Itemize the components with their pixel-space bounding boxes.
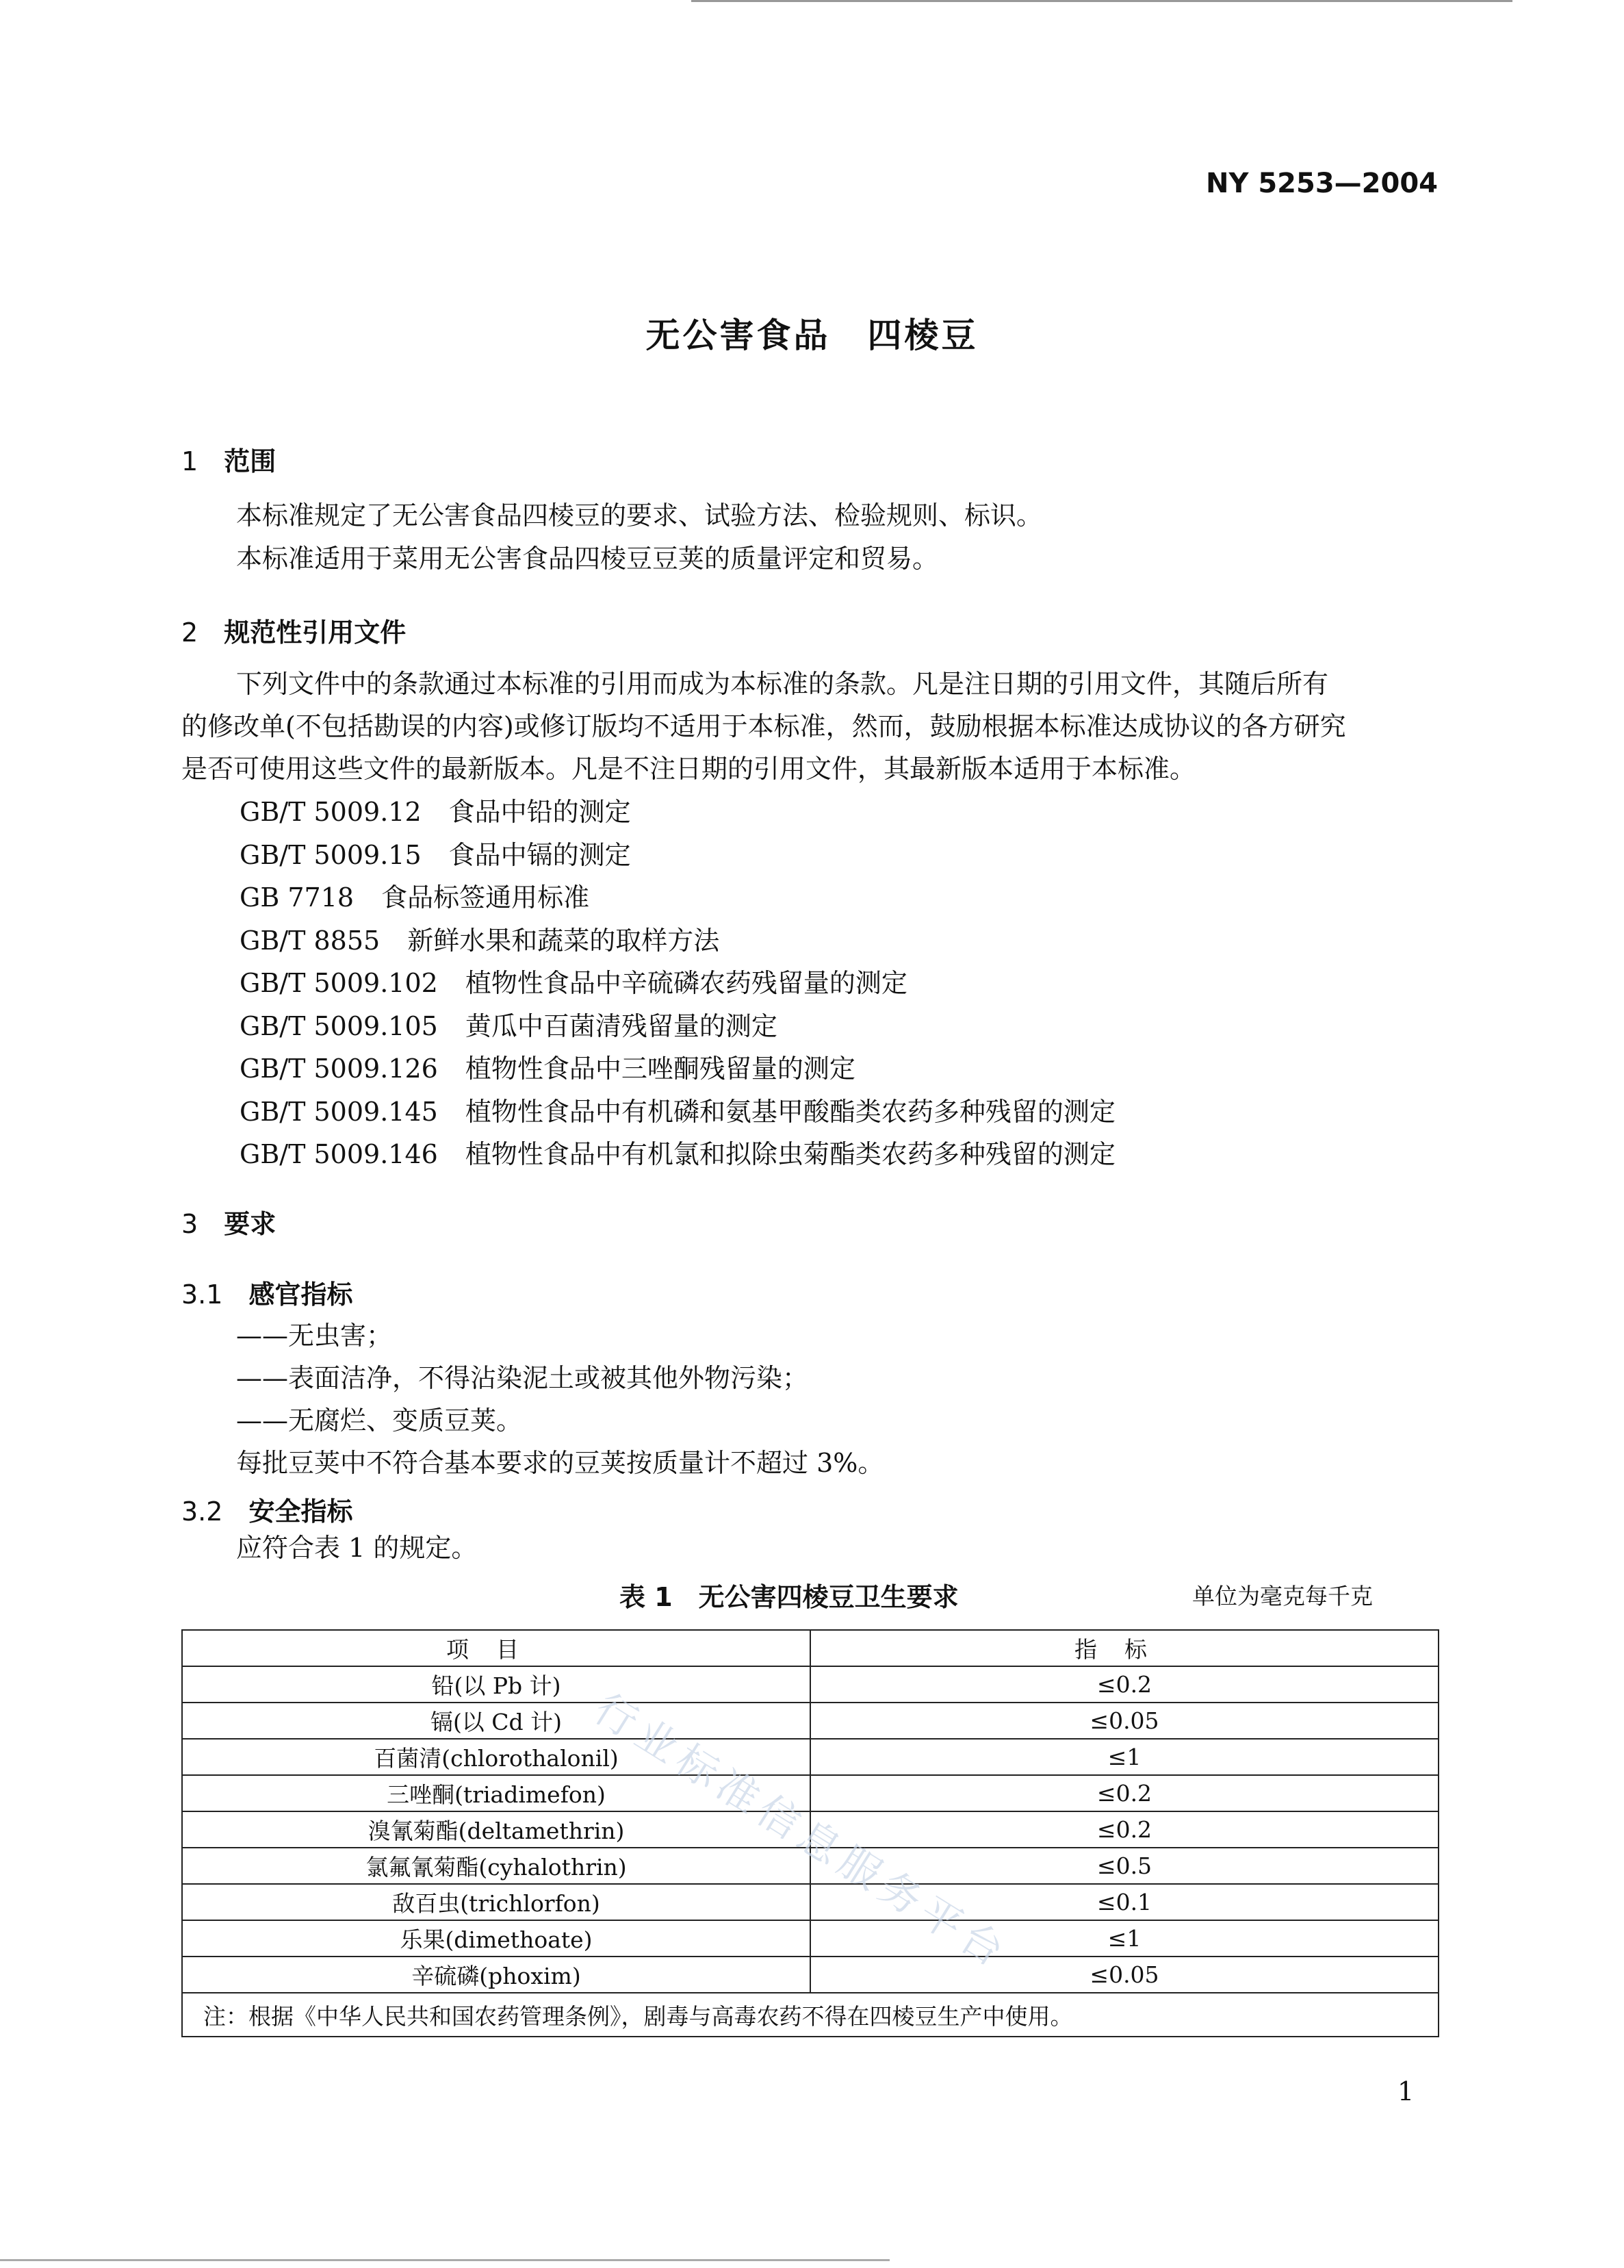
row-value: ≤1 bbox=[810, 1739, 1439, 1775]
section-2-line-1: 下列文件中的条款通过本标准的引用而成为本标准的条款。凡是注日期的引用文件，其随后所有 bbox=[236, 669, 1329, 699]
table-1-unit: 单位为毫克每千克 bbox=[1192, 1583, 1373, 1609]
row-value: ≤0.2 bbox=[810, 1811, 1439, 1848]
row-item: 镉(以 Cd 计) bbox=[182, 1703, 810, 1739]
row-value: ≤0.05 bbox=[810, 1957, 1439, 1993]
section-1-heading: 1 范围 bbox=[181, 446, 276, 476]
table-row bbox=[182, 1666, 1439, 1703]
table-row bbox=[182, 1703, 1439, 1739]
table-note: 注：根据《中华人民共和国农药管理条例》，剧毒与高毒农药不得在四棱豆生产中使用。 bbox=[182, 1993, 1439, 2037]
row-item: 溴氰菊酯(deltamethrin) bbox=[182, 1811, 810, 1848]
column-header-value: 指标 bbox=[810, 1630, 1439, 1666]
row-item: 乐果(dimethoate) bbox=[182, 1920, 810, 1957]
row-item: 三唑酮(triadimefon) bbox=[182, 1775, 810, 1811]
normative-references-list bbox=[240, 791, 1116, 1176]
table-header-row bbox=[182, 1630, 1439, 1666]
sensory-item: ——无腐烂、变质豆荚。 bbox=[236, 1405, 523, 1436]
standard-code: NY 5253—2004 bbox=[1205, 168, 1438, 199]
reference-item: GB/T 5009.12 食品中铅的测定 bbox=[240, 797, 631, 827]
section-2-heading: 2 规范性引用文件 bbox=[181, 617, 407, 648]
top-rule bbox=[691, 0, 1512, 2]
row-value: ≤0.2 bbox=[810, 1775, 1439, 1811]
table-note-row bbox=[182, 1993, 1439, 2037]
section-3-heading: 3 要求 bbox=[181, 1209, 276, 1239]
table-row bbox=[182, 1920, 1439, 1957]
table-row bbox=[182, 1957, 1439, 1993]
row-value: ≤1 bbox=[810, 1920, 1439, 1957]
table-row bbox=[182, 1884, 1439, 1920]
document-title: 无公害食品 四棱豆 bbox=[645, 316, 979, 355]
row-item: 敌百虫(trichlorfon) bbox=[182, 1884, 810, 1920]
sensory-note: 每批豆荚中不符合基本要求的豆荚按质量计不超过 3%。 bbox=[236, 1448, 884, 1478]
section-2-line-2: 的修改单(不包括勘误的内容)或修订版均不适用于本标准，然而，鼓励根据本标准达成协议的各方研究 bbox=[181, 711, 1346, 741]
bottom-rule bbox=[0, 2259, 890, 2261]
row-item: 辛硫磷(phoxim) bbox=[182, 1957, 810, 1993]
section-2-line-3: 是否可使用这些文件的最新版本。凡是不注日期的引用文件，其最新版本适用于本标准。 bbox=[181, 754, 1196, 784]
reference-item: GB/T 5009.15 食品中镉的测定 bbox=[240, 839, 631, 870]
row-item: 铅(以 Pb 计) bbox=[182, 1666, 810, 1703]
section-1-para-1: 本标准规定了无公害食品四棱豆的要求、试验方法、检验规则、标识。 bbox=[236, 500, 1043, 531]
watermark: 行业标准信息服务平台 bbox=[586, 1685, 1018, 1980]
reference-item: GB/T 5009.145 植物性食品中有机磷和氨基甲酸酯类农药多种残留的测定 bbox=[240, 1096, 1116, 1127]
row-value: ≤0.1 bbox=[810, 1884, 1439, 1920]
row-value: ≤0.2 bbox=[810, 1666, 1439, 1703]
sensory-item: ——表面洁净，不得沾染泥土或被其他外物污染； bbox=[236, 1363, 809, 1393]
reference-item: GB/T 5009.126 植物性食品中三唑酮残留量的测定 bbox=[240, 1054, 855, 1084]
row-item: 氯氟氰菊酯(cyhalothrin) bbox=[182, 1848, 810, 1884]
row-value: ≤0.5 bbox=[810, 1848, 1439, 1884]
reference-item: GB 7718 食品标签通用标准 bbox=[240, 882, 590, 913]
section-1-para-2: 本标准适用于菜用无公害食品四棱豆豆荚的质量评定和贸易。 bbox=[236, 544, 939, 574]
section-3-2-heading: 3.2 安全指标 bbox=[181, 1496, 353, 1527]
table-1-caption: 表 1 无公害四棱豆卫生要求 bbox=[619, 1582, 959, 1612]
reference-item: GB/T 5009.105 黄瓜中百菌清残留量的测定 bbox=[240, 1010, 777, 1041]
reference-item: GB/T 8855 新鲜水果和蔬菜的取样方法 bbox=[240, 925, 720, 956]
row-value: ≤0.05 bbox=[810, 1703, 1439, 1739]
column-header-item: 项目 bbox=[182, 1630, 810, 1666]
section-3-1-heading: 3.1 感官指标 bbox=[181, 1279, 353, 1310]
page-number: 1 bbox=[1397, 2076, 1415, 2106]
section-3-2-text: 应符合表 1 的规定。 bbox=[236, 1533, 478, 1563]
table-row bbox=[182, 1739, 1439, 1775]
reference-item: GB/T 5009.102 植物性食品中辛硫磷农药残留量的测定 bbox=[240, 968, 907, 998]
reference-item: GB/T 5009.146 植物性食品中有机氯和拟除虫菊酯类农药多种残留的测定 bbox=[240, 1139, 1116, 1169]
row-item: 百菌清(chlorothalonil) bbox=[182, 1739, 810, 1775]
sensory-item: ——无虫害； bbox=[236, 1321, 393, 1351]
